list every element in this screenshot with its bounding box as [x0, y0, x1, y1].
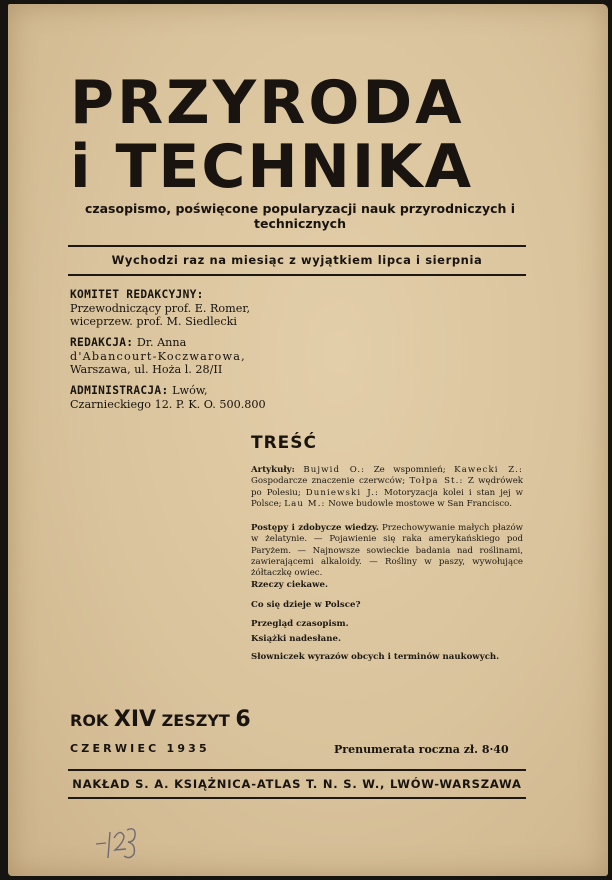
issue-label: ZESZYT: [161, 711, 230, 730]
toc-article-kawecki: Gospodarcze znaczenie czerwców;: [251, 476, 406, 487]
toc-author-lau: Lau M.:: [284, 498, 326, 509]
year-value: XIV: [113, 707, 157, 732]
divider-below-publisher: [68, 797, 526, 799]
toc-item-review: [251, 619, 523, 630]
subtitle: czasopismo, poświęcone popularyzacji nauk przyrodniczych i technicznych: [84, 201, 516, 231]
toc-article-duniewski: Motoryzacja kolei i stan jej w Polsce;: [251, 487, 524, 509]
toc-item-glossary: [251, 652, 523, 663]
administration: [70, 384, 290, 411]
issue-number: [70, 707, 251, 732]
toc-item-poland: [251, 600, 523, 611]
administration-heading: ADMINISTRACJA:: [70, 384, 169, 397]
toc-review-label: Przegląd czasopism.: [251, 619, 349, 629]
divider-under-tagline: [68, 274, 526, 276]
publisher-line: NAKŁAD S. A. KSIĄŻNICA-ATLAS T. N. S. W., LWÓW-WARSZAWA: [72, 777, 522, 791]
toc-progress-label: Postępy i zdobycze wiedzy.: [251, 523, 379, 533]
toc-books-label: Książki nadesłane.: [251, 634, 341, 644]
pencil-mark-icon: [94, 822, 138, 862]
toc-poland-label: Co się dzieje w Polsce?: [251, 600, 361, 610]
committee-chair: Przewodniczący prof. E. Romer,: [70, 301, 251, 315]
title-line-2: i TECHNIKA: [70, 132, 474, 202]
publication-frequency: Wychodzi raz na miesiąc z wyjątkiem lipca i sierpnia: [111, 253, 483, 267]
editorial-heading: REDAKCJA:: [70, 336, 134, 349]
year-label: ROK: [70, 711, 109, 730]
editorial-committee: [70, 288, 290, 329]
editorial-office: [70, 336, 290, 377]
toc-item-curiosities: [251, 580, 523, 591]
toc-progress: [251, 523, 523, 579]
toc-glossary-label: Słowniczek wyrazów obcych i terminów naukowych.: [251, 652, 500, 662]
issue-date: CZERWIEC 1935: [70, 742, 210, 755]
toc-progress-text: Przechowywanie małych płazów w żelatynie. — Pojawienie się raka amerykańskiego pod Paryżem. — Najnowsze sowieckie badania nad roślinami, zawierającemi alkaloidy. — Rośliny w paszy, wywołujące żółtaczkę owiec.: [251, 523, 524, 579]
magazine-cover: [8, 4, 608, 876]
title-line-1: PRZYRODA: [70, 68, 465, 138]
toc-article-lau: Nowe budowle mostowe w San Francisco.: [328, 498, 512, 509]
editorial-line-2: d'Abancourt-Koczwarowa,: [70, 349, 246, 363]
toc-author-duniewski: Duniewski J.:: [305, 487, 380, 498]
toc-author-bujwid: Bujwid O.:: [303, 465, 366, 475]
divider-top: [68, 245, 526, 247]
toc-articles-label: Artykuły:: [251, 465, 295, 475]
toc-article-tolpa: Z wędrówek po Polesiu;: [251, 476, 524, 498]
administration-line-2: Czarnieckiego 12. P. K. O. 500.800: [70, 397, 266, 411]
issue-value: 6: [235, 707, 251, 732]
contents-heading: TREŚĆ: [251, 433, 318, 453]
editorial-line-1: Dr. Anna: [136, 336, 187, 349]
toc-item-books: [251, 634, 523, 645]
committee-heading: KOMITET REDAKCYJNY:: [70, 288, 204, 301]
divider-above-publisher: [68, 769, 526, 771]
toc-author-kawecki: Kawecki Z.:: [454, 465, 523, 475]
toc-articles: [251, 465, 523, 510]
toc-curiosities-label: Rzeczy ciekawe.: [251, 580, 328, 590]
subscription-price: Prenumerata roczna zł. 8·40: [334, 743, 509, 756]
editorial-line-3: Warszawa, ul. Hoża l. 28/II: [70, 363, 223, 376]
toc-article-bujwid: Ze wspomnień;: [373, 465, 446, 475]
toc-author-tolpa: Tołpa St.:: [409, 476, 464, 487]
administration-line-1: Lwów,: [172, 384, 208, 397]
committee-vice: wiceprzew. prof. M. Siedlecki: [70, 315, 237, 328]
